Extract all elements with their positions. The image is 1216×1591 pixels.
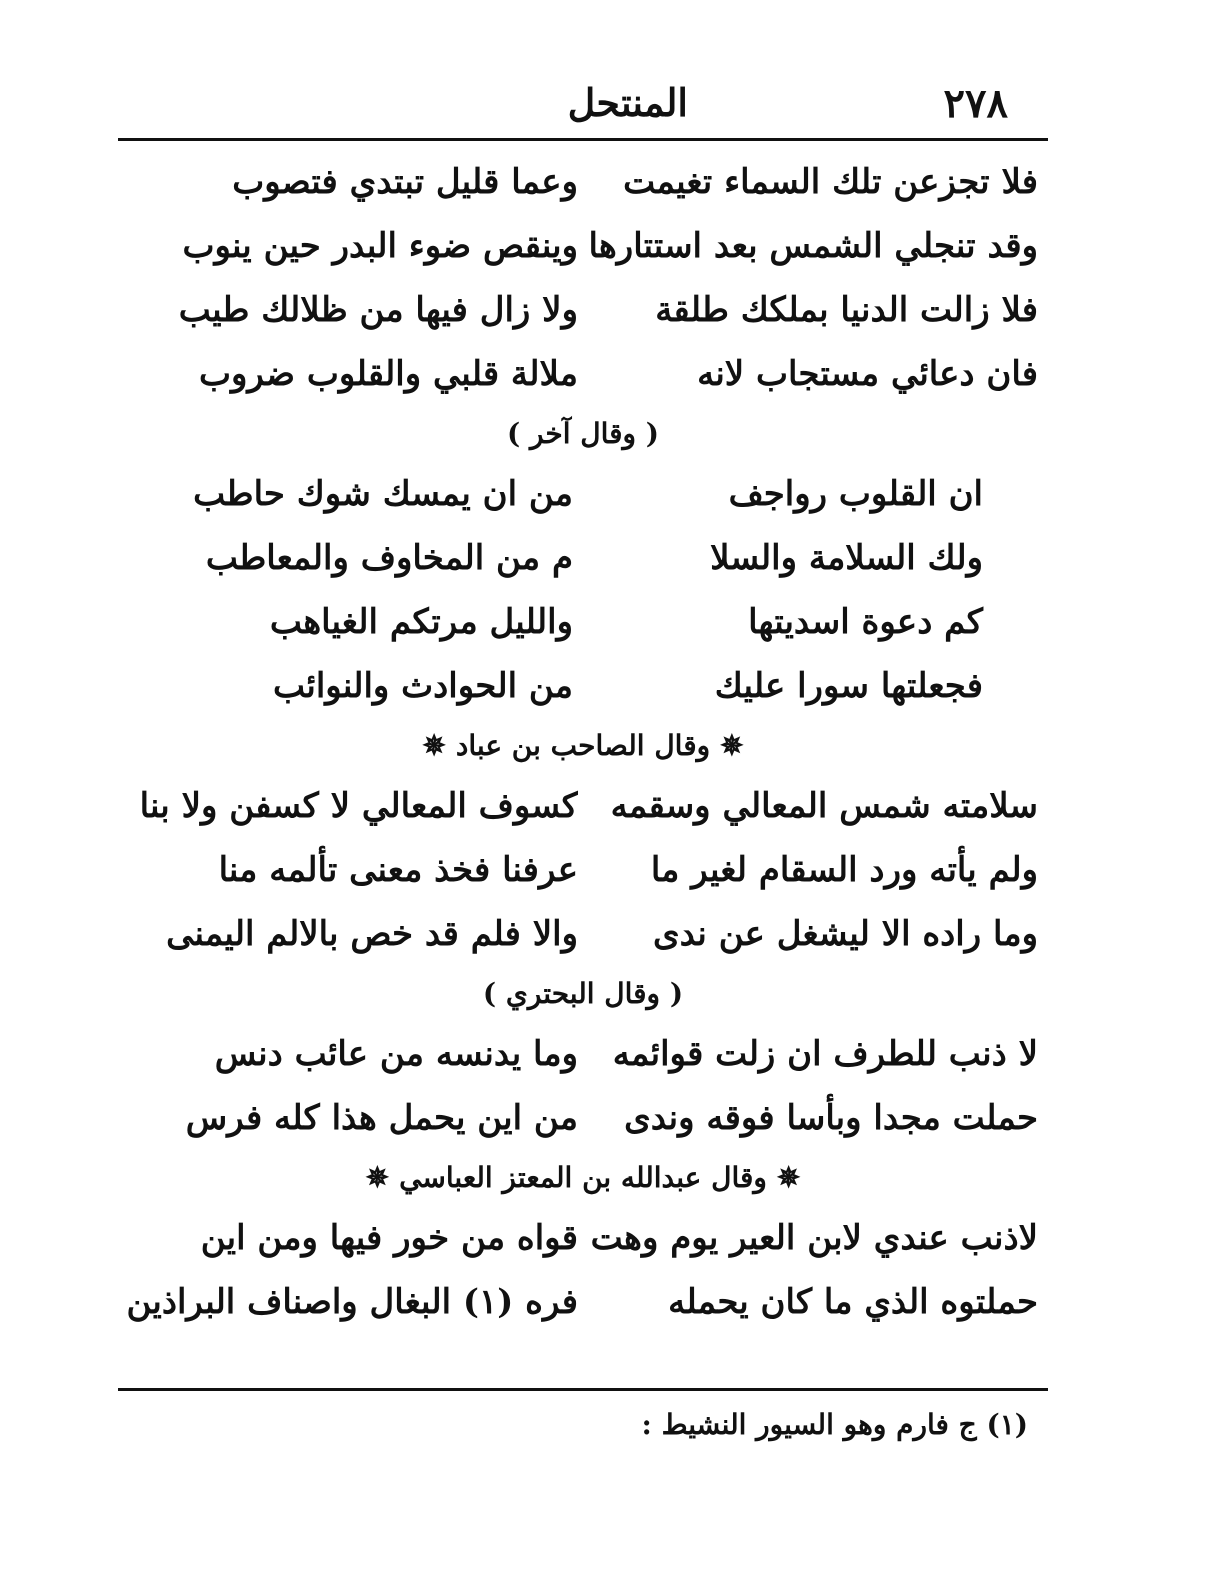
verse-second-hemistich: وعما قليل تبتدي فتصوب [232, 162, 578, 202]
verse [118, 342, 1048, 406]
section-heading-text: وقال عبدالله بن المعتز العباسي [399, 1161, 767, 1194]
verse-second-hemistich: وما يدنسه من عائب دنس [214, 1034, 578, 1074]
verse [118, 590, 1048, 654]
verse-first-hemistich: لاذنب عندي لابن العير يوم وهت [590, 1218, 1038, 1258]
verse-first-hemistich: ان القلوب رواجف [728, 474, 983, 514]
section-heading-text: وقال الصاحب بن عباد [455, 729, 711, 762]
verse [118, 1270, 1048, 1334]
verse [118, 838, 1048, 902]
footnote-rule [118, 1388, 1048, 1391]
verse [118, 462, 1048, 526]
running-title: المنتحل [567, 80, 688, 125]
verse [118, 1086, 1048, 1150]
star-ornament-icon: ✵ [776, 1161, 801, 1194]
verse [118, 526, 1048, 590]
verse [118, 214, 1048, 278]
footnote: (١) ج فارم وهو السيور النشيط : [641, 1408, 1028, 1441]
verse-first-hemistich: لا ذنب للطرف ان زلت قوائمه [612, 1034, 1038, 1074]
section-heading [118, 718, 1048, 774]
verse-second-hemistich: ولا زال فيها من ظلالك طيب [178, 290, 578, 330]
verse-first-hemistich: كم دعوة اسديتها [748, 602, 983, 642]
star-ornament-icon: ✵ [422, 729, 446, 762]
page-number: ٢٧٨ [943, 80, 1008, 127]
star-ornament-icon: ✵ [365, 1161, 390, 1194]
section-heading [118, 1150, 1048, 1206]
verse-first-hemistich: وما راده الا ليشغل عن ندى [652, 914, 1038, 954]
star-ornament-icon: ✵ [720, 729, 744, 762]
verse-first-hemistich: فجعلتها سورا عليك [714, 666, 983, 706]
verse-second-hemistich: ملالة قلبي والقلوب ضروب [198, 354, 578, 394]
verse-second-hemistich: قواه من خور فيها ومن اين [200, 1218, 578, 1258]
verse-first-hemistich: حملت مجدا وبأسا فوقه وندى [624, 1098, 1038, 1138]
verse-second-hemistich: والا فلم قد خص بالالم اليمنى [166, 914, 578, 954]
verse [118, 1206, 1048, 1270]
verse [118, 654, 1048, 718]
header-rule [118, 138, 1048, 141]
verse-second-hemistich: كسوف المعالي لا كسفن ولا بنا [139, 786, 578, 826]
verse-second-hemistich: م من المخاوف والمعاطب [205, 538, 573, 578]
verse-second-hemistich: من ان يمسك شوك حاطب [193, 474, 573, 514]
verse-second-hemistich: عرفنا فخذ معنى تألمه منا [218, 850, 578, 890]
verse-second-hemistich: من اين يحمل هذا كله فرس [185, 1098, 578, 1138]
verse-second-hemistich: فره (١) البغال واصناف البراذين [126, 1282, 578, 1322]
verse [118, 902, 1048, 966]
verse-second-hemistich: من الحوادث والنوائب [272, 666, 573, 706]
verse [118, 774, 1048, 838]
verse-first-hemistich: فلا زالت الدنيا بملكك طلقة [655, 290, 1038, 330]
verse [118, 150, 1048, 214]
verse-first-hemistich: فلا تجزعن تلك السماء تغيمت [623, 162, 1038, 202]
verse-first-hemistich: سلامته شمس المعالي وسقمه [610, 786, 1038, 826]
verse-first-hemistich: ولم يأته ورد السقام لغير ما [650, 850, 1038, 890]
verse-first-hemistich: حملتوه الذي ما كان يحمله [668, 1282, 1038, 1322]
verse [118, 278, 1048, 342]
section-heading: ( وقال البحتري ) [482, 977, 684, 1010]
page-header [118, 80, 1048, 140]
poem-body [118, 150, 1048, 1334]
verse-second-hemistich: والليل مرتكم الغياهب [269, 602, 573, 642]
section-heading: ( وقال آخر ) [506, 417, 660, 450]
verse-first-hemistich: فان دعائي مستجاب لانه [697, 354, 1038, 394]
verse [118, 1022, 1048, 1086]
verse-first-hemistich: وقد تنجلي الشمس بعد استتارها [588, 226, 1038, 266]
verse-first-hemistich: ولك السلامة والسلا [710, 538, 983, 578]
verse-second-hemistich: وينقص ضوء البدر حين ينوب [182, 226, 578, 266]
